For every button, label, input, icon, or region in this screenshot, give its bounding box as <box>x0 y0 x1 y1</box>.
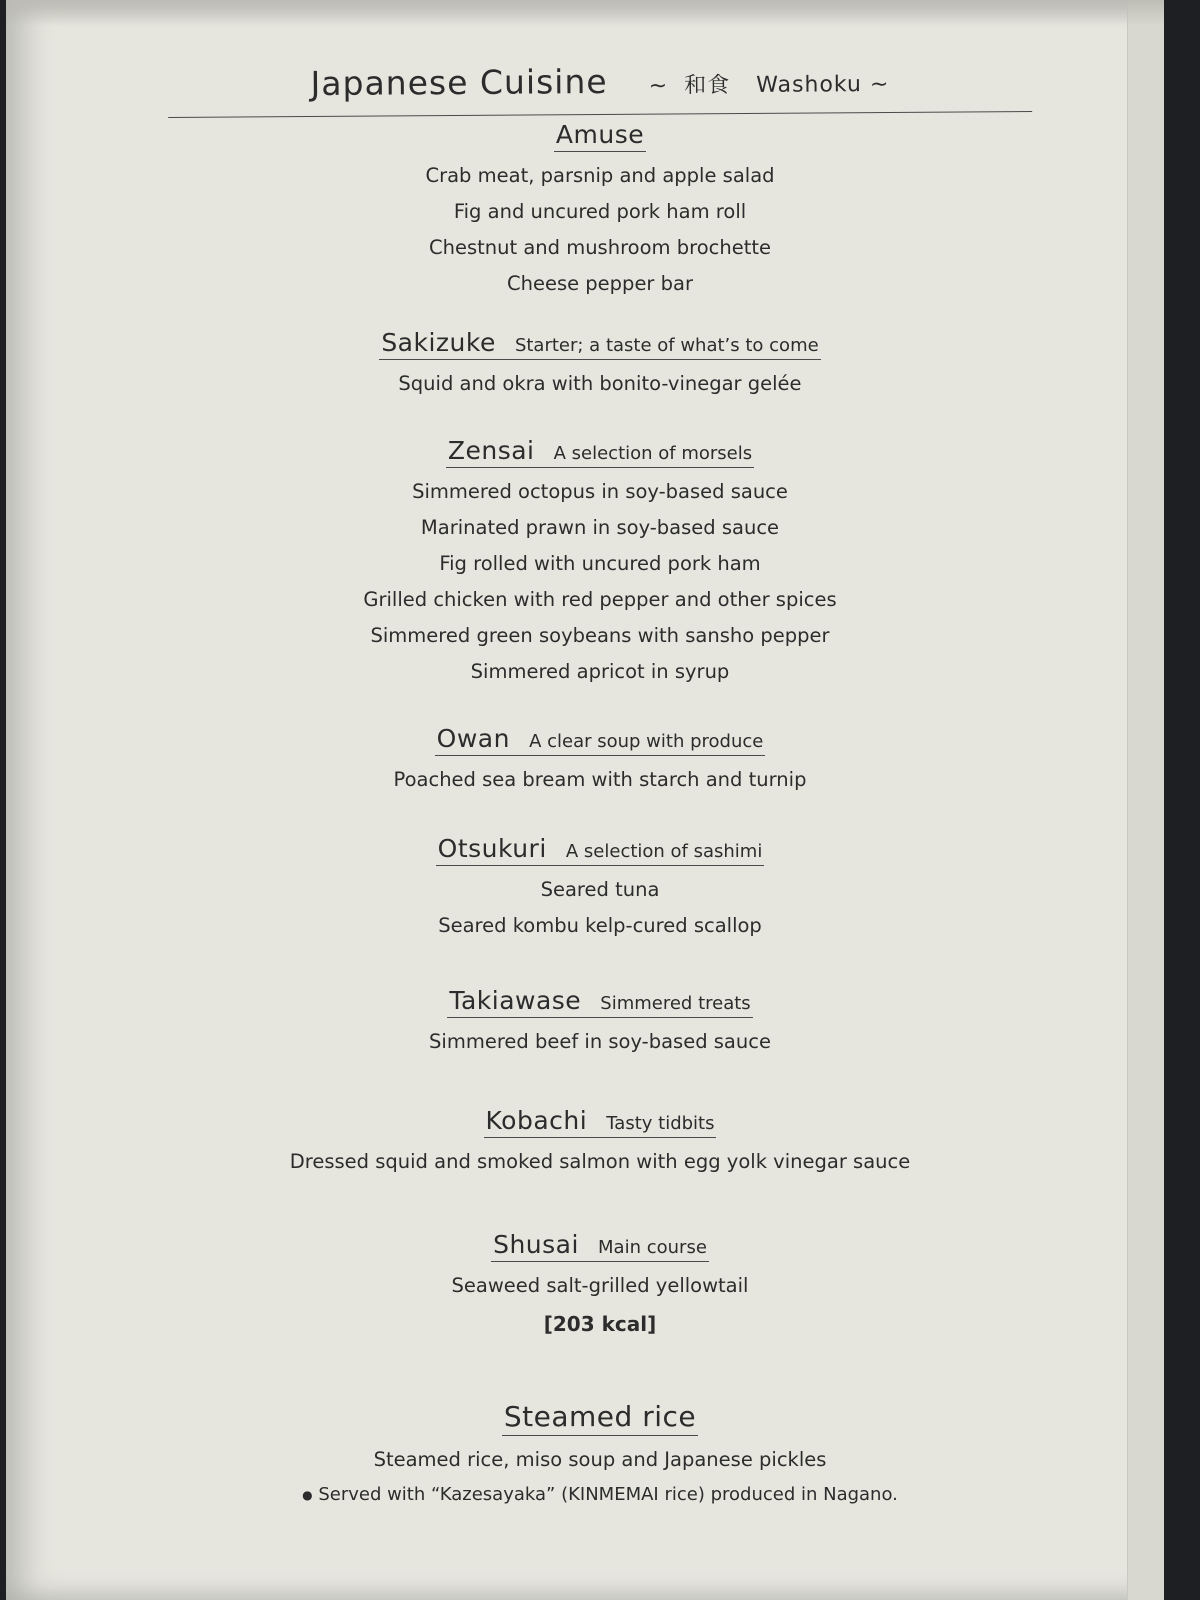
menu-item: Simmered green soybeans with sansho pepper <box>370 624 830 647</box>
course-items <box>0 1442 1200 1478</box>
course-zensai <box>0 436 1200 690</box>
menu-item: Seared kombu kelp-cured scallop <box>438 914 762 937</box>
course-description: Simmered treats <box>600 993 751 1014</box>
course-takiawase <box>0 986 1200 1060</box>
course-items <box>0 366 1200 402</box>
course-name: Shusai <box>493 1230 579 1259</box>
japanese-title: 和食 <box>684 73 731 99</box>
bullet-icon: ● <box>302 1488 313 1502</box>
course-items <box>0 1024 1200 1060</box>
menu-header <box>168 59 1032 118</box>
course-description: Starter; a taste of what’s to come <box>514 335 819 356</box>
menu-item: Marinated prawn in soy-based sauce <box>420 516 780 539</box>
menu-item: Seaweed salt-grilled yellowtail <box>451 1274 749 1297</box>
course-heading <box>446 436 754 468</box>
course-name: Takiawase <box>449 986 582 1015</box>
course-name: Zensai <box>447 436 535 465</box>
romaji-title: Washoku <box>756 72 862 98</box>
course-heading <box>484 1106 717 1138</box>
course-heading <box>435 724 766 756</box>
course-items <box>0 872 1200 944</box>
menu-item: Cheese pepper bar <box>506 272 693 295</box>
course-amuse <box>0 120 1200 302</box>
course-heading <box>554 120 646 152</box>
menu-subtitle <box>649 72 890 99</box>
course-heading <box>436 834 765 866</box>
course-description: A selection of sashimi <box>565 841 763 862</box>
course-items <box>0 1268 1200 1304</box>
menu-item: Seared tuna <box>540 878 660 901</box>
tilde-close: ~ <box>869 71 890 98</box>
course-name: Kobachi <box>485 1106 588 1135</box>
menu-item: Poached sea bream with starch and turnip <box>393 768 807 791</box>
course-name: Steamed rice <box>503 1400 697 1433</box>
course-steamed-rice <box>0 1400 1200 1505</box>
menu-item: Grilled chicken with red pepper and other spices <box>363 588 837 611</box>
course-items <box>0 474 1200 690</box>
course-heading <box>447 986 752 1018</box>
menu-item: Simmered apricot in syrup <box>470 660 730 683</box>
menu-item: Fig rolled with uncured pork ham <box>439 552 761 575</box>
menu-item: Steamed rice, miso soup and Japanese pickles <box>373 1448 827 1471</box>
menu-item: Crab meat, parsnip and apple salad <box>425 164 775 187</box>
course-heading <box>379 328 820 360</box>
course-items <box>0 762 1200 798</box>
course-description: A selection of morsels <box>553 443 753 464</box>
course-shusai <box>0 1230 1200 1342</box>
course-owan <box>0 724 1200 798</box>
course-items <box>0 1144 1200 1180</box>
course-name: Otsukuri <box>437 834 547 863</box>
course-items <box>0 158 1200 302</box>
menu-item: Simmered beef in soy-based sauce <box>429 1030 771 1053</box>
course-description: Main course <box>598 1237 707 1258</box>
course-sakizuke <box>0 328 1200 402</box>
tilde-open: ~ <box>648 73 669 99</box>
course-name: Amuse <box>555 120 645 149</box>
course-heading <box>491 1230 709 1262</box>
menu-item: Dressed squid and smoked salmon with egg yolk vinegar sauce <box>289 1150 911 1173</box>
course-description: Tasty tidbits <box>606 1113 715 1134</box>
course-name: Owan <box>436 724 510 753</box>
menu-item: Chestnut and mushroom brochette <box>428 236 771 259</box>
course-name: Sakizuke <box>381 328 496 357</box>
menu-item: Fig and uncured pork ham roll <box>453 200 747 223</box>
course-heading <box>502 1400 698 1436</box>
menu-item: Squid and okra with bonito-vinegar gelée <box>398 372 802 395</box>
rice-note-text: Served with “Kazesayaka” (KINMEMAI rice) produced in Nagano. <box>318 1484 898 1505</box>
course-otsukuri <box>0 834 1200 944</box>
calorie-count: [203 kcal] <box>543 1312 657 1336</box>
menu-title: Japanese Cuisine <box>310 61 608 104</box>
rice-note <box>0 1484 1200 1505</box>
menu-item: Simmered octopus in soy-based sauce <box>412 480 788 503</box>
course-kobachi <box>0 1106 1200 1180</box>
course-description: A clear soup with produce <box>529 731 764 752</box>
